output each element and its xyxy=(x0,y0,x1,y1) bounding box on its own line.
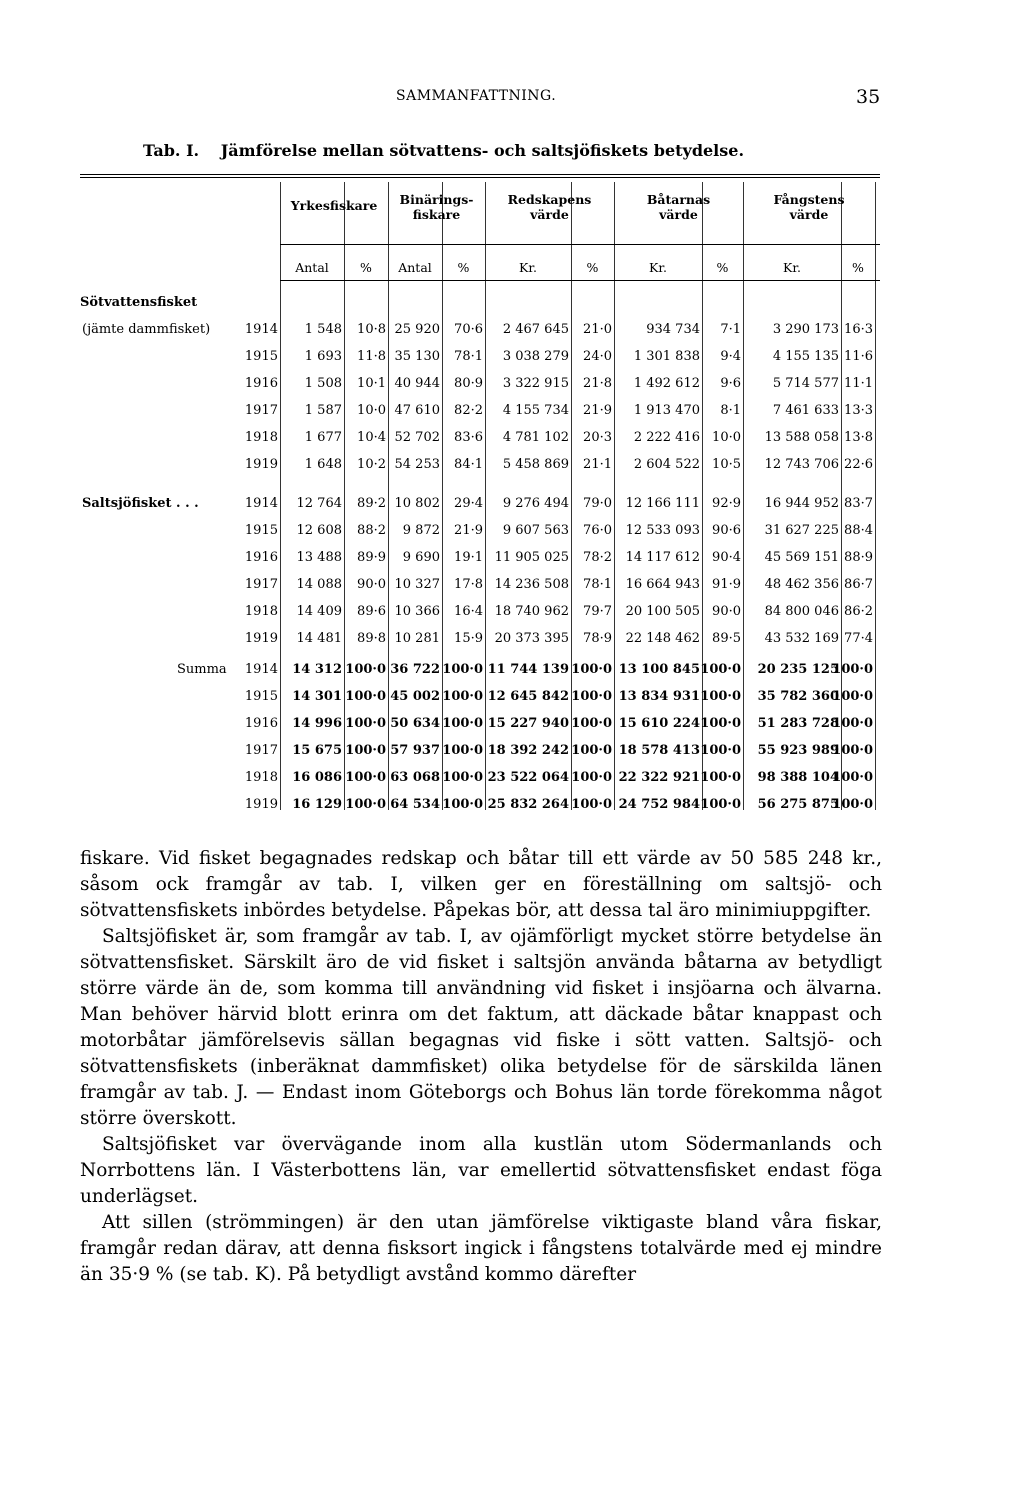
table-cell: 90·4 xyxy=(712,550,741,565)
table-cell: 4 781 102 xyxy=(502,430,569,445)
table-cell: 11 905 025 xyxy=(494,550,569,565)
table-cell: 20 373 395 xyxy=(494,631,569,646)
table-cell: 1 548 xyxy=(304,322,342,337)
table-cell: 29·4 xyxy=(454,496,483,511)
table-cell: 15 610 224 xyxy=(618,716,700,731)
table-cell: 100·0 xyxy=(571,743,612,758)
table-cell: 78·9 xyxy=(583,631,612,646)
table-cell: 20 235 125 xyxy=(757,662,839,677)
table-cell: 16 129 xyxy=(292,797,342,812)
table-cell: 3 322 915 xyxy=(502,376,569,391)
table-cell: 78·1 xyxy=(583,577,612,592)
table-cell: 100·0 xyxy=(345,716,386,731)
table-cell: 47 610 xyxy=(394,403,440,418)
row-year: 1915 xyxy=(244,349,278,364)
section-label: (jämte dammfisket) xyxy=(82,322,211,337)
table-cell: 82·2 xyxy=(454,403,483,418)
table-cell: 9·6 xyxy=(720,376,741,391)
table-cell: 50 634 xyxy=(390,716,440,731)
table-cell: 12 764 xyxy=(296,496,342,511)
table-cell: 100·0 xyxy=(442,743,483,758)
table-cell: 10 802 xyxy=(394,496,440,511)
table-cell: 86·2 xyxy=(844,604,873,619)
column-rule xyxy=(388,182,389,810)
table-cell: 100·0 xyxy=(832,797,873,812)
table-cell: 45 002 xyxy=(390,689,440,704)
table-cell: 11·6 xyxy=(844,349,873,364)
table-cell: 10·2 xyxy=(357,457,386,472)
row-year: 1919 xyxy=(244,457,278,472)
table-cell: 78·2 xyxy=(583,550,612,565)
column-subheader: Kr. xyxy=(519,260,537,275)
row-year: 1916 xyxy=(244,376,278,391)
table-cell: 100·0 xyxy=(700,743,741,758)
table-top-rule xyxy=(80,174,880,175)
table-cell: 86·7 xyxy=(844,577,873,592)
table-cell: 100·0 xyxy=(571,797,612,812)
table-cell: 89·8 xyxy=(357,631,386,646)
table-cell: 57 937 xyxy=(390,743,440,758)
table-cell: 54 253 xyxy=(394,457,440,472)
table-cell: 48 462 356 xyxy=(764,577,839,592)
running-title: SAMMANFATTNING. xyxy=(396,88,557,104)
table-cell: 9 276 494 xyxy=(502,496,569,511)
table-cell: 16·3 xyxy=(844,322,873,337)
table-cell: 100·0 xyxy=(442,797,483,812)
table-cell: 100·0 xyxy=(700,689,741,704)
table-caption xyxy=(143,141,744,160)
table-cell: 88·2 xyxy=(357,523,386,538)
table-cell: 20 100 505 xyxy=(625,604,700,619)
table-cell: 11·1 xyxy=(844,376,873,391)
table-cell: 79·0 xyxy=(583,496,612,511)
table-cell: 70·6 xyxy=(454,322,483,337)
table-label: Tab. I. xyxy=(143,141,200,160)
table-cell: 31 627 225 xyxy=(764,523,839,538)
table-cell: 10·1 xyxy=(357,376,386,391)
row-year: 1918 xyxy=(244,770,278,785)
table-cell: 5 458 869 xyxy=(502,457,569,472)
table-cell: 18 740 962 xyxy=(494,604,569,619)
table-cell: 21·9 xyxy=(583,403,612,418)
table-cell: 9 607 563 xyxy=(502,523,569,538)
table-cell: 84 800 046 xyxy=(764,604,839,619)
table-cell: 88·9 xyxy=(844,550,873,565)
table-cell: 100·0 xyxy=(571,662,612,677)
column-group-header xyxy=(388,192,485,222)
row-year: 1917 xyxy=(244,577,278,592)
table-cell: 100·0 xyxy=(345,689,386,704)
group-header-line: Fångstens xyxy=(773,192,845,207)
table-cell: 35 782 360 xyxy=(757,689,839,704)
column-group-header xyxy=(614,192,743,222)
table-cell: 14 301 xyxy=(292,689,342,704)
table-cell: 100·0 xyxy=(700,716,741,731)
table-cell: 13·3 xyxy=(844,403,873,418)
table-cell: 4 155 734 xyxy=(502,403,569,418)
table-cell: 90·0 xyxy=(712,604,741,619)
row-year: 1914 xyxy=(244,662,278,677)
table-cell: 25 832 264 xyxy=(487,797,569,812)
table-cell: 1 693 xyxy=(304,349,342,364)
table-cell: 100·0 xyxy=(345,662,386,677)
table-cell: 10·5 xyxy=(712,457,741,472)
table-cell: 2 467 645 xyxy=(502,322,569,337)
table-cell: 9·4 xyxy=(720,349,741,364)
table-cell: 18 578 413 xyxy=(618,743,700,758)
table-cell: 1 587 xyxy=(304,403,342,418)
table-cell: 92·9 xyxy=(712,496,741,511)
column-rule xyxy=(743,182,744,810)
table-cell: 10 327 xyxy=(394,577,440,592)
table-cell: 45 569 151 xyxy=(764,550,839,565)
table-top-rule xyxy=(80,177,880,178)
column-subheader: Kr. xyxy=(649,260,667,275)
column-rule xyxy=(485,182,486,810)
body-paragraph: fiskare. Vid fisket begagnades redskap och båtar till ett värde av 50 585 248 kr., såsom ock framgår av tab. I, vilken ger en föreställning om saltsjö- och sötvattensfiskets inbördes betydelse. Påpekas bör, att dessa tal äro minimiuppgifter. xyxy=(80,848,882,921)
table-cell: 84·1 xyxy=(454,457,483,472)
row-year: 1915 xyxy=(244,689,278,704)
table-cell: 10·0 xyxy=(712,430,741,445)
table-cell: 89·9 xyxy=(357,550,386,565)
column-subheader: Kr. xyxy=(783,260,801,275)
table-cell: 12 533 093 xyxy=(625,523,700,538)
group-header-line: fiskare xyxy=(412,207,461,222)
group-header-line: värde xyxy=(789,207,829,222)
table-cell: 1 492 612 xyxy=(633,376,700,391)
row-year: 1916 xyxy=(244,550,278,565)
table-cell: 11 744 139 xyxy=(487,662,569,677)
table-cell: 934 734 xyxy=(646,322,700,337)
table-cell: 15 227 940 xyxy=(487,716,569,731)
column-subheader: % xyxy=(716,260,729,275)
column-group-header xyxy=(743,192,875,222)
table-cell: 100·0 xyxy=(700,797,741,812)
table-cell: 12 608 xyxy=(296,523,342,538)
table-cell: 2 222 416 xyxy=(633,430,700,445)
table-cell: 88·4 xyxy=(844,523,873,538)
table-cell: 89·2 xyxy=(357,496,386,511)
table-cell: 55 923 989 xyxy=(757,743,839,758)
table-cell: 14 117 612 xyxy=(625,550,700,565)
table-cell: 17·8 xyxy=(454,577,483,592)
group-header-line: Binärings- xyxy=(399,192,474,207)
table-cell: 89·5 xyxy=(712,631,741,646)
table-cell: 76·0 xyxy=(583,523,612,538)
table-cell: 1 913 470 xyxy=(633,403,700,418)
table-cell: 13 588 058 xyxy=(764,430,839,445)
subheader-rule xyxy=(280,280,880,281)
table-cell: 11·8 xyxy=(357,349,386,364)
table-cell: 100·0 xyxy=(832,662,873,677)
table-cell: 12 166 111 xyxy=(625,496,700,511)
table-cell: 10 366 xyxy=(394,604,440,619)
table-cell: 100·0 xyxy=(832,743,873,758)
table-cell: 12 645 842 xyxy=(487,689,569,704)
body-text xyxy=(80,846,882,1288)
table-cell: 9 872 xyxy=(402,523,440,538)
table-cell: 24·0 xyxy=(583,349,612,364)
table-cell: 100·0 xyxy=(571,689,612,704)
table-cell: 1 301 838 xyxy=(633,349,700,364)
section-label: Sötvattensfisket xyxy=(80,295,198,310)
table-cell: 7 461 633 xyxy=(772,403,839,418)
group-header-line: värde xyxy=(530,207,569,222)
table-cell: 10·8 xyxy=(357,322,386,337)
table-cell: 63 068 xyxy=(390,770,440,785)
table-cell: 100·0 xyxy=(345,743,386,758)
column-rule xyxy=(280,182,281,810)
table-cell: 2 604 522 xyxy=(633,457,700,472)
group-header-line: Redskapens xyxy=(507,192,592,207)
table-cell: 1 508 xyxy=(304,376,342,391)
table-cell: 21·8 xyxy=(583,376,612,391)
table-cell: 52 702 xyxy=(394,430,440,445)
table-cell: 56 275 875 xyxy=(757,797,839,812)
table-cell: 79·7 xyxy=(583,604,612,619)
table-cell: 98 388 104 xyxy=(757,770,839,785)
table-cell: 83·7 xyxy=(844,496,873,511)
table-cell: 100·0 xyxy=(700,662,741,677)
table-cell: 13 488 xyxy=(296,550,342,565)
table-cell: 3 290 173 xyxy=(772,322,839,337)
table-cell: 80·9 xyxy=(454,376,483,391)
table-cell: 15·9 xyxy=(454,631,483,646)
table-cell: 22 148 462 xyxy=(625,631,700,646)
column-subheader: % xyxy=(457,260,470,275)
table-cell: 13·8 xyxy=(844,430,873,445)
table-cell: 10·0 xyxy=(357,403,386,418)
group-header-line: Yrkesfiskare xyxy=(290,198,378,213)
table-cell: 100·0 xyxy=(345,770,386,785)
column-rule xyxy=(875,182,876,810)
body-paragraph: Saltsjöfisket är, som framgår av tab. I, av ojämförligt mycket större betydelse än sötvattensfisket. Särskilt äro de vid fisket i saltsjön använda båtarna av betydligt större värde än de, som komma till användning vid fisket i insjöarna och älvarna. Man behöver härvid blott erinra om det faktum, att däckade båtar knappast och motorbåtar jämförelsevis sällan begagnas vid fiske i sött vatten. Saltsjö- och sötvattensfiskets (inberäknat dammfisket) olika betydelse för de särskilda länen framgår av tab. J. — Endast inom Göteborgs och Bohus län torde förekomma något större överskott. xyxy=(80,926,882,1129)
table-cell: 100·0 xyxy=(442,662,483,677)
table-cell: 100·0 xyxy=(442,770,483,785)
table-cell: 23 522 064 xyxy=(487,770,569,785)
table-cell: 15 675 xyxy=(292,743,342,758)
table-cell: 22 322 921 xyxy=(618,770,700,785)
row-year: 1916 xyxy=(244,716,278,731)
row-year: 1915 xyxy=(244,523,278,538)
table-cell: 14 996 xyxy=(292,716,342,731)
table-cell: 16 664 943 xyxy=(625,577,700,592)
column-group-header xyxy=(280,198,388,213)
table-cell: 64 534 xyxy=(390,797,440,812)
section-label: Saltsjöfisket . . . xyxy=(82,496,199,511)
table-cell: 100·0 xyxy=(571,716,612,731)
row-year: 1919 xyxy=(244,797,278,812)
body-paragraph: Att sillen (strömmingen) är den utan jämförelse viktigaste bland våra fiskar, framgår redan därav, att denna fisksort ingick i fångstens totalvärde med ej mindre än 35·9 % (se tab. K). På betydligt avstånd kommo därefter xyxy=(80,1212,882,1285)
column-rule xyxy=(614,182,615,810)
group-header-line: värde xyxy=(659,207,698,222)
table-cell: 40 944 xyxy=(394,376,440,391)
table-cell: 4 155 135 xyxy=(772,349,839,364)
table-cell: 89·6 xyxy=(357,604,386,619)
table-cell: 18 392 242 xyxy=(487,743,569,758)
column-subheader: Antal xyxy=(398,260,432,275)
table-cell: 90·0 xyxy=(357,577,386,592)
column-subheader: Antal xyxy=(295,260,329,275)
table-cell: 21·1 xyxy=(583,457,612,472)
column-group-header xyxy=(485,192,614,222)
table-cell: 25 920 xyxy=(394,322,440,337)
table-cell: 13 100 845 xyxy=(618,662,700,677)
table-cell: 100·0 xyxy=(442,716,483,731)
header-rule xyxy=(280,244,880,245)
table-cell: 16·4 xyxy=(454,604,483,619)
row-year: 1917 xyxy=(244,403,278,418)
table-cell: 14 312 xyxy=(292,662,342,677)
row-year: 1918 xyxy=(244,430,278,445)
table-cell: 51 283 728 xyxy=(757,716,839,731)
table-cell: 35 130 xyxy=(394,349,440,364)
table-cell: 78·1 xyxy=(454,349,483,364)
table-cell: 83·6 xyxy=(454,430,483,445)
table-cell: 10 281 xyxy=(394,631,440,646)
table-cell: 100·0 xyxy=(345,797,386,812)
table-cell: 100·0 xyxy=(571,770,612,785)
table-cell: 91·9 xyxy=(712,577,741,592)
table-cell: 100·0 xyxy=(700,770,741,785)
table-cell: 10·4 xyxy=(357,430,386,445)
table-cell: 1 677 xyxy=(304,430,342,445)
table-title: Jämförelse mellan sötvattens- och saltsjöfiskets betydelse. xyxy=(220,141,745,160)
table-cell: 16 944 952 xyxy=(764,496,839,511)
table-cell: 20·3 xyxy=(583,430,612,445)
table-cell: 1 648 xyxy=(304,457,342,472)
table-cell: 43 532 169 xyxy=(764,631,839,646)
section-label: Summa xyxy=(177,662,227,677)
table-cell: 9 690 xyxy=(402,550,440,565)
row-year: 1914 xyxy=(244,322,278,337)
table-cell: 22·6 xyxy=(844,457,873,472)
table-cell: 16 086 xyxy=(292,770,342,785)
column-subheader: % xyxy=(360,260,372,275)
table-cell: 3 038 279 xyxy=(502,349,569,364)
table-cell: 14 236 508 xyxy=(494,577,569,592)
row-year: 1919 xyxy=(244,631,278,646)
table-cell: 19·1 xyxy=(454,550,483,565)
table-cell: 90·6 xyxy=(712,523,741,538)
table-cell: 13 834 931 xyxy=(618,689,700,704)
table-cell: 5 714 577 xyxy=(772,376,839,391)
group-header-line: Båtarnas xyxy=(646,192,711,207)
table-cell: 21·9 xyxy=(454,523,483,538)
table-cell: 100·0 xyxy=(832,689,873,704)
table-cell: 7·1 xyxy=(720,322,741,337)
table-cell: 14 088 xyxy=(296,577,342,592)
comparison-table xyxy=(80,174,880,814)
table-cell: 36 722 xyxy=(390,662,440,677)
table-cell: 14 481 xyxy=(296,631,342,646)
running-head xyxy=(0,86,1024,110)
row-year: 1914 xyxy=(244,496,278,511)
table-cell: 14 409 xyxy=(296,604,342,619)
row-year: 1917 xyxy=(244,743,278,758)
table-cell: 100·0 xyxy=(832,770,873,785)
row-year: 1918 xyxy=(244,604,278,619)
table-cell: 8·1 xyxy=(720,403,741,418)
table-cell: 100·0 xyxy=(832,716,873,731)
page-number: 35 xyxy=(856,86,881,108)
table-cell: 100·0 xyxy=(442,689,483,704)
table-cell: 21·0 xyxy=(583,322,612,337)
table-cell: 77·4 xyxy=(844,631,873,646)
column-subheader: % xyxy=(586,260,599,275)
body-paragraph: Saltsjöfisket var övervägande inom alla kustlän utom Södermanlands och Norrbottens län. I Västerbottens län, var emellertid sötvattensfisket endast föga underlägset. xyxy=(80,1134,882,1207)
table-cell: 24 752 984 xyxy=(618,797,700,812)
table-cell: 12 743 706 xyxy=(764,457,839,472)
column-subheader: % xyxy=(852,260,864,275)
